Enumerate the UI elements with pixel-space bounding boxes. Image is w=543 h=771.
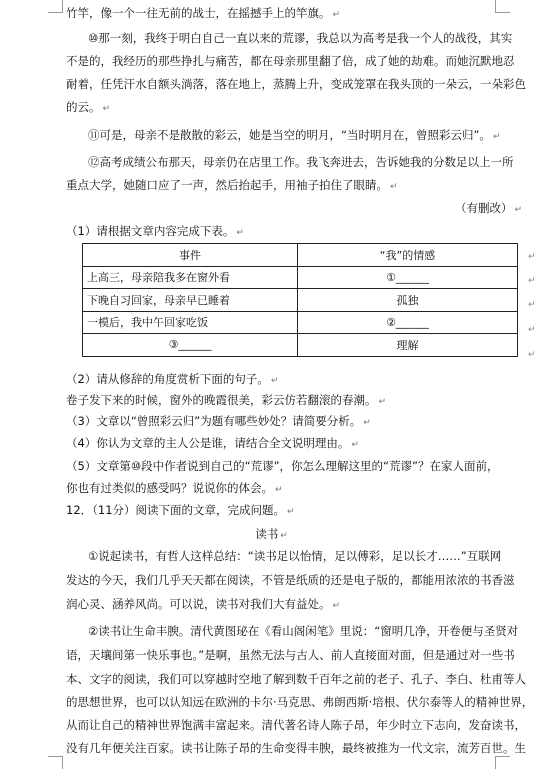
article-line: ①说起读书，有哲人这样总结：“读书足以怡情，足以傅彩，足以长才……”互联网 <box>88 549 502 563</box>
question-line: 卷子发下来的时候，窗外的晚霞很美，彩云仿若翻滚的春潮。 ↵ <box>66 393 387 407</box>
question-line: （3）文章以“曾照彩云归”为题有哪些妙处？请简要分析。 ↵ <box>66 414 371 428</box>
paragraph-line: 耐着，任凭汗水自额头淌落，落在地上，蒸腾上升，变成笼罩在我头顶的一朵云，一朵彩色 <box>66 77 526 91</box>
table-cell-event: 一模后，我中午回家吃饭 <box>83 311 298 334</box>
table-cell-event: ③______ <box>83 334 298 357</box>
article-title: 读书 ↵ <box>255 527 288 541</box>
paragraph-mark: ↵ <box>528 325 536 335</box>
events-table <box>82 243 518 357</box>
article-line: 语，天壤间第一快乐事也。”是啊，虽然无法与古人、前人直接面对面，但是通过对一些书 <box>66 648 515 662</box>
paragraph-line: ⑩那一刻，我终于明白自己一直以来的荒谬，我总以为高考是我一个人的战役，其实 <box>88 31 513 45</box>
table-cell-emotion: 孤独 <box>298 289 518 312</box>
question-1-prompt: （1）请根据文章内容完成下表。 ↵ <box>66 224 244 238</box>
article-line: 本、文字的阅读，我们可以穿越时空地了解到数千百年之前的老子、孔子、李白、杜甫等人 <box>66 672 526 686</box>
article-line: 的思想世界，也可以认知远在欧洲的卡尔·马克思、弗朗西斯·培根、伏尔泰等人的精神世界， <box>66 695 534 709</box>
table-cell-event: 下晚自习回家，母亲早已睡着 <box>83 289 298 312</box>
table-header-row <box>83 244 518 267</box>
article-line: ②读书让生命丰腴。清代黄图珌在《看山阁闲笔》里说：“窗明几净，开卷便与圣贤对 <box>88 624 519 638</box>
paragraph-line: ⑪可是，母亲不是散散的彩云，她是当空的明月，“当时明月在，曾照彩云归”。 ↵ <box>88 128 501 142</box>
paragraph-mark: ↵ <box>528 252 536 262</box>
paragraph-line: 重点大学，她随口应了一声，然后抬起手，用袖子拍住了眼睛。 ↵ <box>66 178 398 192</box>
section-heading: 12．（11分）阅读下面的文章，完成问题。 ↵ <box>66 503 295 517</box>
table-header-cell: 事件 <box>83 244 298 267</box>
table-row <box>83 334 518 357</box>
paragraph-mark: ↵ <box>528 300 536 310</box>
crop-mark-bottom-right <box>495 756 510 769</box>
question-line: 你也有过类似的感受吗？说说你的体会。 ↵ <box>66 481 283 495</box>
article-line: 润心灵、涵养风尚。可以说，读书对我们大有益处。 ↵ <box>66 597 341 611</box>
paragraph-line: 竹竿，像一个一往无前的战士，在摇撼手上的竿旗。 ↵ <box>66 6 341 20</box>
paragraph-line: ⑫高考成绩公布那天，母亲仍在店里工作。我飞奔进去，告诉她我的分数足以上一所 <box>88 155 514 169</box>
table-cell-emotion: ①______ <box>298 266 518 289</box>
table-cell-emotion: ②______ <box>298 311 518 334</box>
article-line: 发达的今天，我们几乎天天都在阅读，不管是纸质的还是电子版的，都能用浓浓的书香滋 <box>66 573 515 587</box>
table-header-cell: “我”的情感 <box>298 244 518 267</box>
crop-mark-top-right <box>495 0 510 13</box>
source-note: （有删改） ↵ <box>455 201 523 215</box>
crop-mark-bottom-left <box>48 756 63 769</box>
crop-mark-top-left <box>48 0 63 13</box>
table-row <box>83 311 518 334</box>
table-row <box>83 289 518 312</box>
table-cell-event: 上高三，母亲陪我多在窗外看 <box>83 266 298 289</box>
question-line: （4）你认为文章的主人公是谁，请结合全文说明理由。 ↵ <box>66 436 359 450</box>
paragraph-line: 的云。 ↵ <box>66 100 111 114</box>
paragraph-line: 不是的，我经历的那些挣扎与痛苦，都在母亲那里翻了倍，成了她的劫难。而她沉默地忍 <box>66 54 515 68</box>
question-line: （5）文章第⑩段中作者说到自己的“荒谬”，你怎么理解这里的“荒谬”？在家人面前， <box>66 459 499 473</box>
question-line: （2）请从修辞的角度赏析下面的句子。 ↵ <box>66 372 279 386</box>
paragraph-mark: ↵ <box>528 350 536 360</box>
table-row <box>83 266 518 289</box>
article-line: 从而让自己的精神世界饱满丰富起来。清代著名诗人陈子昂，年少时立下志向，发奋读书， <box>66 718 526 732</box>
paragraph-mark: ↵ <box>528 276 536 286</box>
article-line: 没有几年便关注百家。读书让陈子昂的生命变得丰腴，最终被推为一代文宗，流芳百世。生 <box>66 741 526 755</box>
table-cell-emotion: 理解 <box>298 334 518 357</box>
